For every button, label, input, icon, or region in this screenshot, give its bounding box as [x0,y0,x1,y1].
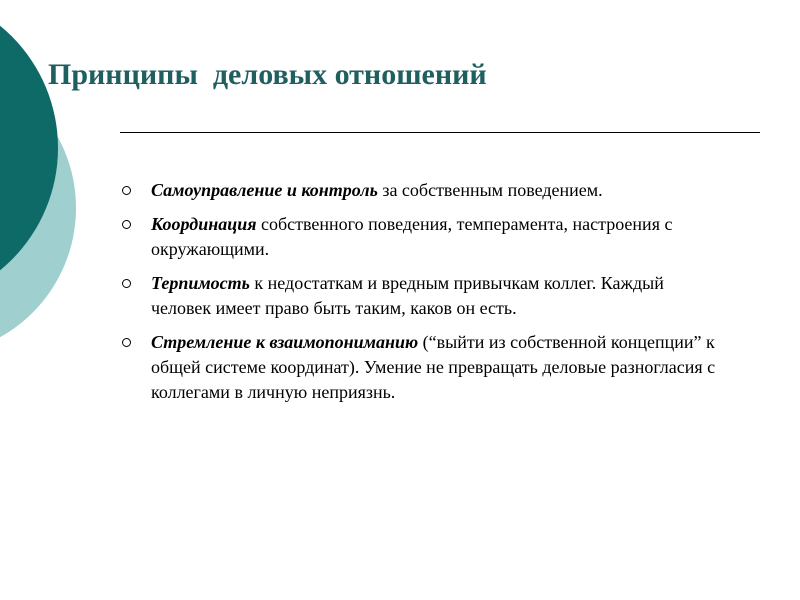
circle-bullet-icon [122,279,131,288]
bullet-text: к недостаткам и вредным привычкам коллег. Каждый человек имеет право быть таким, каков он есть. [151,273,664,318]
circle-bullet-icon [122,338,131,347]
bullet-text: (“выйти из собственной концепции” к общей системе координат). Умение не превращать деловые разногласия с коллегами в личную неприязнь. [151,332,716,402]
bullet-term: Самоуправление и контроль [151,180,378,200]
bullet-term: Стремление к взаимопониманию [151,332,419,352]
bullet-list [122,178,722,405]
bullet-item [122,271,722,321]
slide-title: Принципы деловых отношений [48,58,487,91]
bullet-text: за собственным поведением. [377,180,603,200]
bullet-text: собственного поведения, темперамента, настроения с окружающими. [151,214,673,259]
circle-bullet-icon [122,186,131,195]
circle-bullet-icon [122,220,131,229]
bullet-item [122,212,722,262]
title-divider [120,132,760,133]
bullet-term: Координация [151,214,257,234]
bullet-item [122,178,722,203]
bullet-term: Терпимость [151,273,250,293]
bullet-item [122,330,722,405]
